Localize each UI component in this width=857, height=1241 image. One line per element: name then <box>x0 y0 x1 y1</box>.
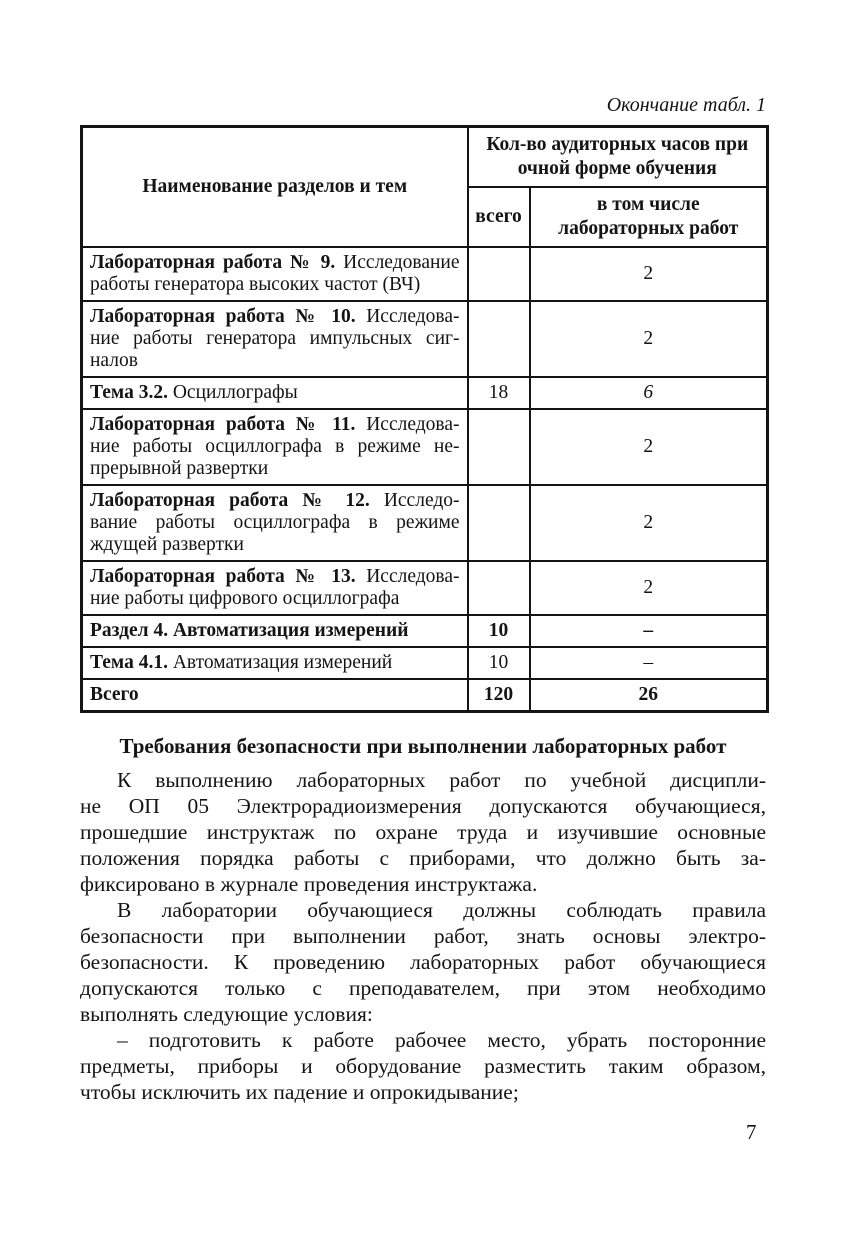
header-lab-line2: лабораторных работ <box>558 218 739 239</box>
row-name-cell <box>82 485 468 561</box>
row-name-bold-text: Раздел 4. Автоматизация измерений <box>90 620 409 641</box>
row-lab-cell: – <box>530 647 768 679</box>
row-name-line <box>90 490 460 512</box>
paragraph-line: положения порядка работы с приборами, что должно быть за- <box>80 846 766 870</box>
header-cell-hours-group <box>468 127 768 188</box>
header-cell-total: всего <box>468 187 530 247</box>
row-name-line <box>90 414 460 436</box>
row-name-text: Осциллографы <box>167 382 298 403</box>
paragraph-line: допускаются только с преподавателем, при этом необходимо <box>80 976 766 1000</box>
paragraph-line: – подготовить к работе рабочее место, убрать посторонние <box>117 1028 766 1052</box>
row-name-line <box>90 382 460 404</box>
paragraph-line: безопасности. К проведению лабораторных работ обучающиеся <box>80 950 766 974</box>
header-cell-name: Наименование разделов и тем <box>82 127 468 248</box>
row-name-cell <box>82 679 468 712</box>
table-header <box>82 127 768 248</box>
row-name-text: ждущей развертки <box>90 534 244 555</box>
row-total-cell: 120 <box>468 679 530 712</box>
row-name-line <box>90 436 460 458</box>
row-lab-cell: 2 <box>530 485 768 561</box>
paragraph-line: К выполнению лабораторных работ по учебной дисципли- <box>117 768 766 792</box>
row-name-text: работы генератора высоких частот (ВЧ) <box>90 274 421 295</box>
paragraph <box>80 897 766 1027</box>
row-name-line <box>90 274 460 296</box>
row-name-line <box>90 588 460 610</box>
row-name-text: Исследование <box>335 252 460 273</box>
table-row <box>82 301 768 377</box>
paragraph <box>80 1027 766 1105</box>
row-name-line <box>90 652 460 674</box>
table-row <box>82 615 768 647</box>
row-lab-cell: 6 <box>530 377 768 409</box>
row-lab-cell: 26 <box>530 679 768 712</box>
paragraph-line: прошедшие инструктаж по охране труда и изучившие основные <box>80 820 766 844</box>
paragraph <box>80 767 766 897</box>
row-name-text: ние работы генератора импульсных сиг- <box>90 328 460 349</box>
header-group-line2: очной форме обучения <box>517 158 717 179</box>
row-name-line <box>90 620 460 642</box>
paragraph-line: предметы, приборы и оборудование разместить таким образом, <box>80 1054 766 1078</box>
row-name-bold-text: Всего <box>90 684 139 705</box>
paragraph-line: чтобы исключить их падение и опрокидывание; <box>80 1080 519 1104</box>
row-name-bold-text: Лабораторная работа № 12. <box>90 490 370 511</box>
row-total-cell <box>468 301 530 377</box>
paragraphs <box>80 767 766 1105</box>
row-name-cell <box>82 615 468 647</box>
row-name-cell <box>82 409 468 485</box>
row-name-bold-text: Лабораторная работа № 10. <box>90 306 356 327</box>
row-name-line <box>90 328 460 350</box>
row-name-text: ние работы цифрового осциллографа <box>90 588 400 609</box>
row-total-cell <box>468 409 530 485</box>
row-name-text: налов <box>90 350 138 371</box>
row-name-text: прерывной развертки <box>90 458 269 479</box>
safety-section-heading: Требования безопасности при выполнении лабораторных работ <box>119 734 727 758</box>
header-group-line1: Кол-во аудиторных часов при <box>486 134 749 155</box>
row-name-line <box>90 512 460 534</box>
row-name-line <box>90 534 460 556</box>
row-lab-cell: 2 <box>530 409 768 485</box>
page-content <box>80 0 766 1105</box>
row-total-cell <box>468 247 530 301</box>
row-total-cell <box>468 561 530 615</box>
header-cell-lab <box>530 187 768 247</box>
table-body <box>82 247 768 712</box>
table-row <box>82 647 768 679</box>
row-name-line <box>90 566 460 588</box>
row-lab-cell: 2 <box>530 247 768 301</box>
syllabus-table <box>80 125 769 713</box>
row-total-cell: 18 <box>468 377 530 409</box>
row-total-cell <box>468 485 530 561</box>
row-name-line <box>90 350 460 372</box>
table-row <box>82 485 768 561</box>
paragraph-line: В лаборатории обучающиеся должны соблюдать правила <box>117 898 766 922</box>
row-name-cell <box>82 377 468 409</box>
table-row <box>82 409 768 485</box>
row-name-cell <box>82 247 468 301</box>
row-name-line <box>90 306 460 328</box>
row-name-line <box>90 684 460 706</box>
table-row <box>82 679 768 712</box>
row-name-text: Автоматизация измерений <box>167 652 393 673</box>
row-name-cell <box>82 647 468 679</box>
row-name-cell <box>82 301 468 377</box>
row-name-text: вание работы осциллографа в режиме <box>90 512 460 533</box>
row-name-text: ние работы осциллографа в режиме не- <box>90 436 460 457</box>
table-row <box>82 561 768 615</box>
row-name-text: Исследова- <box>355 566 460 587</box>
paragraph-line: безопасности при выполнении работ, знать основы электро- <box>80 924 766 948</box>
table-row <box>82 377 768 409</box>
table-continuation-caption: Окончание табл. 1 <box>606 94 766 116</box>
paragraph-line: выполнять следующие условия: <box>80 1002 373 1026</box>
paragraph-line: не ОП 05 Электрорадиоизмерения допускаются обучающиеся, <box>80 794 766 818</box>
row-lab-cell: 2 <box>530 561 768 615</box>
row-name-cell <box>82 561 468 615</box>
row-name-bold-text: Лабораторная работа № 9. <box>90 252 336 273</box>
row-name-text: Исследова- <box>355 414 460 435</box>
row-name-bold-text: Лабораторная работа № 13. <box>90 566 356 587</box>
row-name-bold-text: Тема 3.2. <box>90 382 168 403</box>
page-number: 7 <box>746 1120 757 1144</box>
header-lab-line1: в том числе <box>596 194 700 215</box>
row-lab-cell: – <box>530 615 768 647</box>
row-name-text: Исследо- <box>369 490 460 511</box>
paragraph-line: фиксировано в журнале проведения инструктажа. <box>80 872 538 896</box>
row-name-text: Исследова- <box>355 306 460 327</box>
table-row <box>82 247 768 301</box>
row-name-line <box>90 458 460 480</box>
row-name-bold-text: Тема 4.1. <box>90 652 168 673</box>
row-total-cell: 10 <box>468 615 530 647</box>
row-name-line <box>90 252 460 274</box>
row-lab-cell: 2 <box>530 301 768 377</box>
row-name-bold-text: Лабораторная работа № 11. <box>90 414 356 435</box>
row-total-cell: 10 <box>468 647 530 679</box>
